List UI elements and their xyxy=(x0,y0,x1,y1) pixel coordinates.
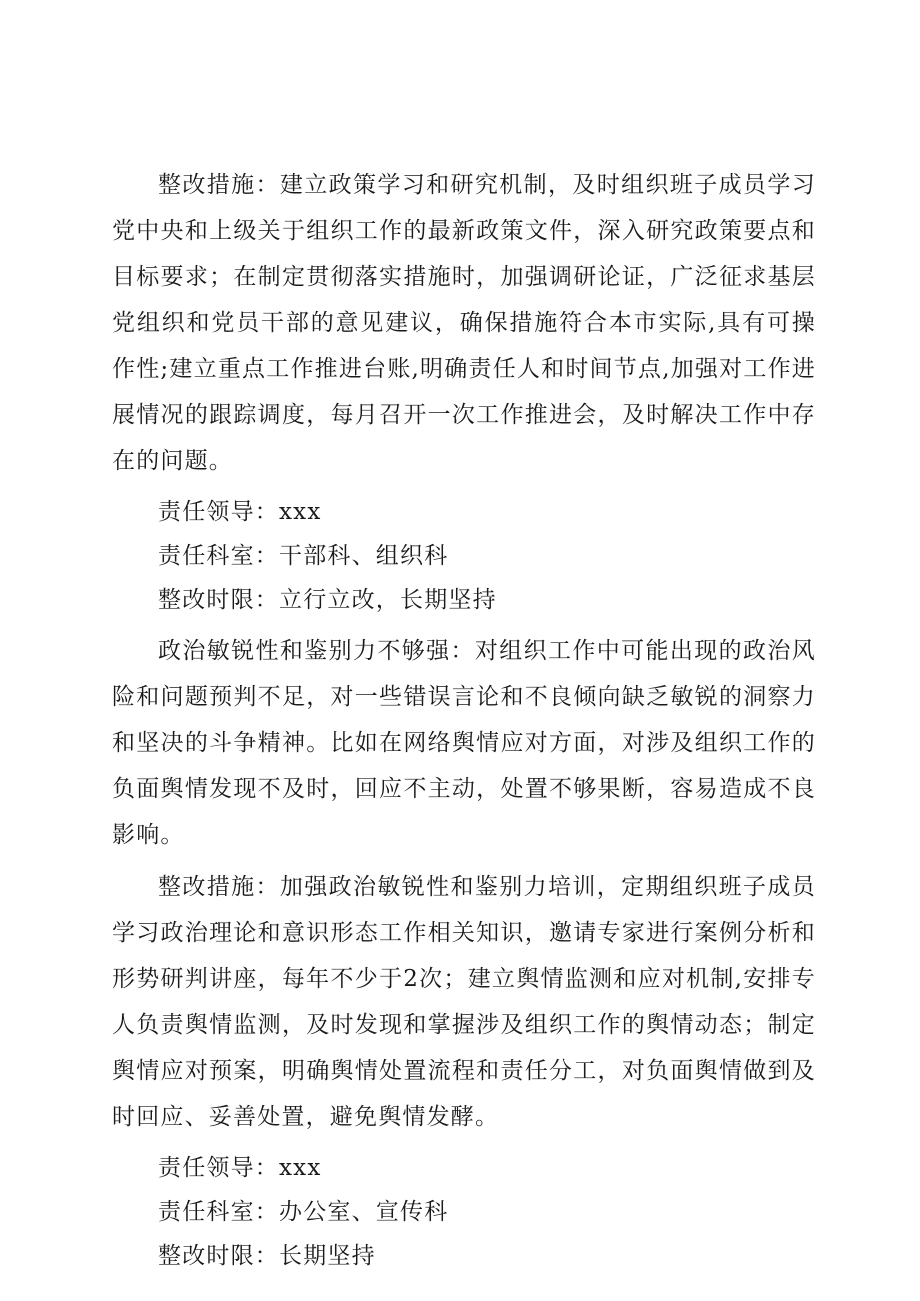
responsible-leader-value: xxx xyxy=(279,499,322,525)
responsible-office-value: 办公室、宣传科 xyxy=(279,1199,449,1225)
issue-text: 对组织工作中可能出现的政治风险和问题预判不足，对一些错误言论和不良倾向缺乏敏锐的洞察力和坚决的斗争精神。比如在网络舆情应对方面，对涉及组织工作的负面舆情发现不及时，回应不主动，处置不够果断，容易造成不良影响。 xyxy=(112,638,816,848)
deadline-line xyxy=(112,1234,816,1278)
rectification-measures-paragraph xyxy=(112,162,816,484)
responsible-leader-label: 责任领导： xyxy=(158,499,279,525)
responsible-office-value: 干部科、组织科 xyxy=(279,543,449,569)
measures-text: 建立政策学习和研究机制，及时组织班子成员学习党中央和上级关于组织工作的最新政策文件，深入研究政策要点和目标要求；在制定贯彻落实措施时，加强调研论证，广泛征求基层党组织和党员干部的意见建议，确保措施符合本市实际,具有可操作性;建立重点工作推进台账,明确责任人和时间节点,加强对工作进展情况的跟踪调度，每月召开一次工作推进会，及时解决工作中存在的问题。 xyxy=(112,172,817,474)
responsible-office-label: 责任科室： xyxy=(158,543,279,569)
deadline-value: 立行立改，长期坚持 xyxy=(279,587,497,613)
measures-label: 整改措施： xyxy=(158,172,280,198)
responsible-leader-line xyxy=(112,490,816,534)
responsible-office-line xyxy=(112,534,816,578)
responsible-leader-label: 责任领导： xyxy=(158,1155,279,1181)
deadline-label: 整改时限： xyxy=(158,1243,279,1269)
deadline-value: 长期坚持 xyxy=(279,1243,376,1269)
responsible-leader-value: xxx xyxy=(279,1155,322,1181)
document-body xyxy=(112,162,816,1278)
rectification-measures-paragraph xyxy=(112,864,816,1140)
responsible-leader-line xyxy=(112,1146,816,1190)
responsible-office-line xyxy=(112,1190,816,1234)
issue-title: 政治敏锐性和鉴别力不够强： xyxy=(158,638,475,664)
issue-paragraph xyxy=(112,628,816,858)
deadline-line xyxy=(112,578,816,622)
measures-label: 整改措施： xyxy=(158,874,280,900)
responsible-office-label: 责任科室： xyxy=(158,1199,279,1225)
measures-text: 加强政治敏锐性和鉴别力培训，定期组织班子成员学习政治理论和意识形态工作相关知识，邀请专家进行案例分析和形势研判讲座，每年不少于2次；建立舆情监测和应对机制,安排专人负责舆情监测，及时发现和掌握涉及组织工作的舆情动态；制定舆情应对预案，明确舆情处置流程和责任分工，对负面舆情做到及时回应、妥善处置，避免舆情发酵。 xyxy=(112,874,817,1130)
deadline-label: 整改时限： xyxy=(158,587,279,613)
